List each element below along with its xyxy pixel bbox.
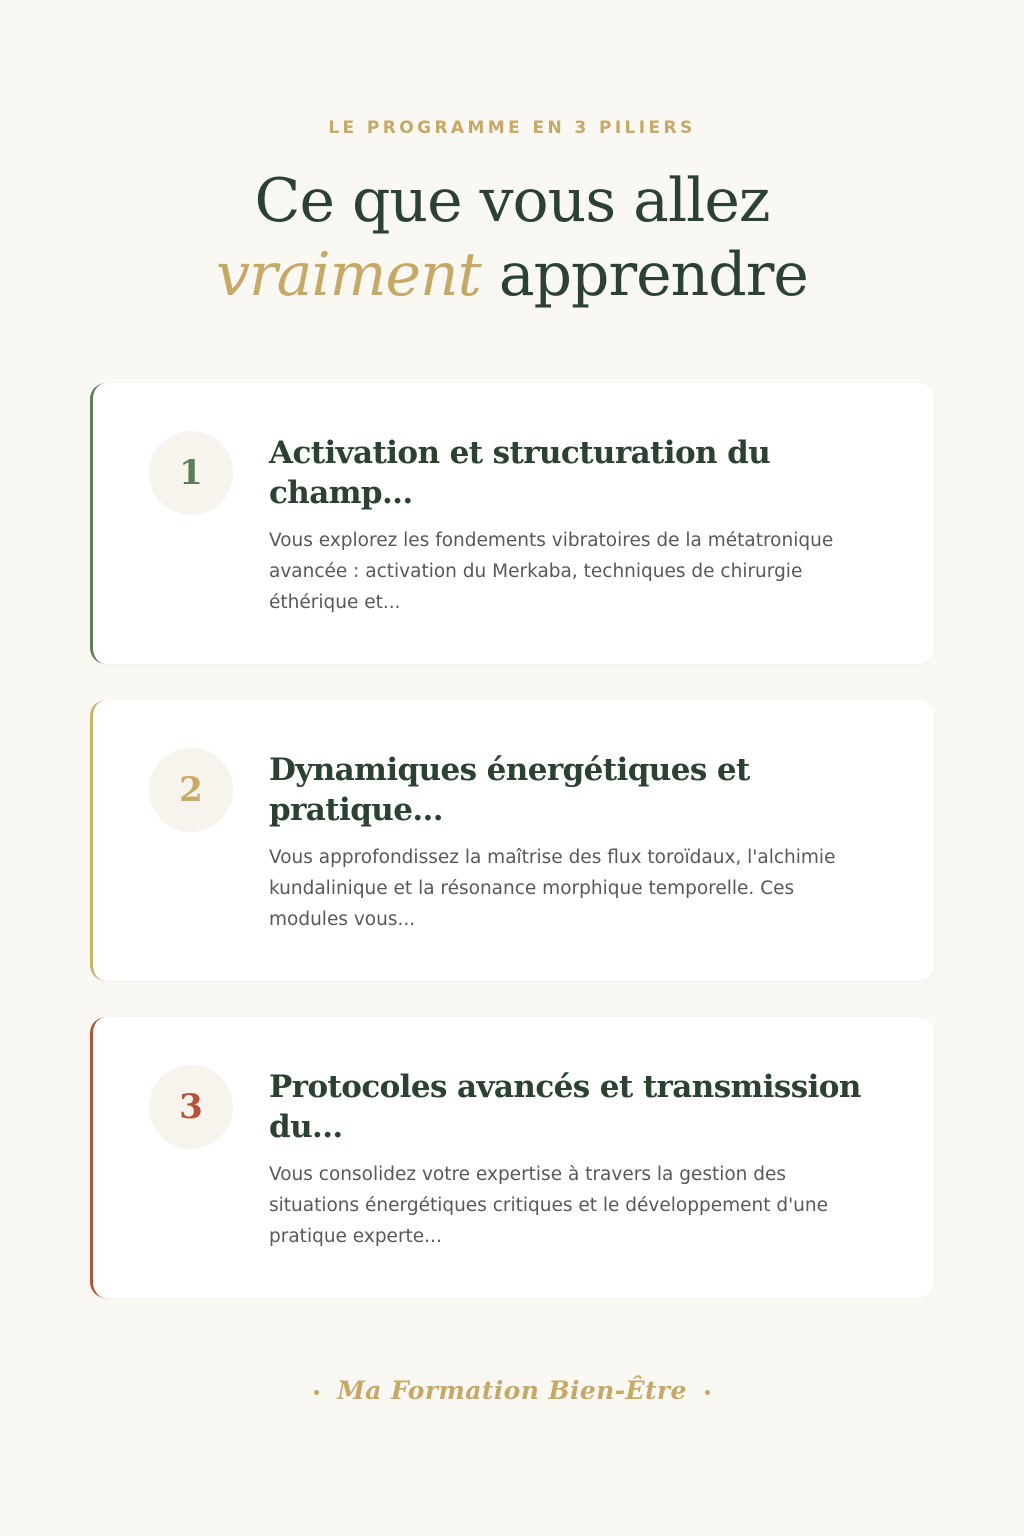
- section-header: [0, 118, 1024, 312]
- pillar-title: Protocoles avancés et transmission du...: [269, 1069, 861, 1145]
- pillar-number-badge: 2: [149, 748, 233, 832]
- pillar-description: Vous approfondissez la maîtrise des flux toroïdaux, l'alchimie kundalinique et la résonance morphique temporelle. Ces modules vous...: [269, 847, 836, 930]
- pillar-card-3: [90, 1017, 934, 1298]
- brand-name: Ma Formation Bien-Être: [337, 1376, 687, 1405]
- pillar-title: Dynamiques énergétiques et pratique...: [269, 752, 750, 828]
- pillar-content: [269, 750, 869, 935]
- pillar-content: [269, 433, 869, 618]
- section-eyebrow: LE PROGRAMME EN 3 PILIERS: [328, 118, 696, 138]
- pillar-content: [269, 1067, 869, 1252]
- section-title: [0, 164, 1024, 312]
- pillar-number-badge: 1: [149, 431, 233, 515]
- title-line-2: apprendre: [480, 240, 808, 310]
- dot-icon: [705, 1390, 710, 1395]
- title-line-1: Ce que vous allez: [254, 166, 770, 236]
- pillar-card-1: [90, 383, 934, 664]
- title-accent: vraiment: [216, 240, 481, 310]
- pillar-description: Vous explorez les fondements vibratoires de la métatronique avancée : activation du Merkaba, techniques de chirurgie éthérique et...: [269, 530, 834, 613]
- pillar-description: Vous consolidez votre expertise à travers la gestion des situations énergétiques critiques et le développement d'une pratique experte...: [269, 1164, 829, 1247]
- footer-brand: [0, 1376, 1024, 1405]
- dot-icon: [314, 1390, 319, 1395]
- pillar-title: Activation et structuration du champ...: [269, 435, 771, 511]
- pillar-card-2: [90, 700, 934, 981]
- pillar-number-badge: 3: [149, 1065, 233, 1149]
